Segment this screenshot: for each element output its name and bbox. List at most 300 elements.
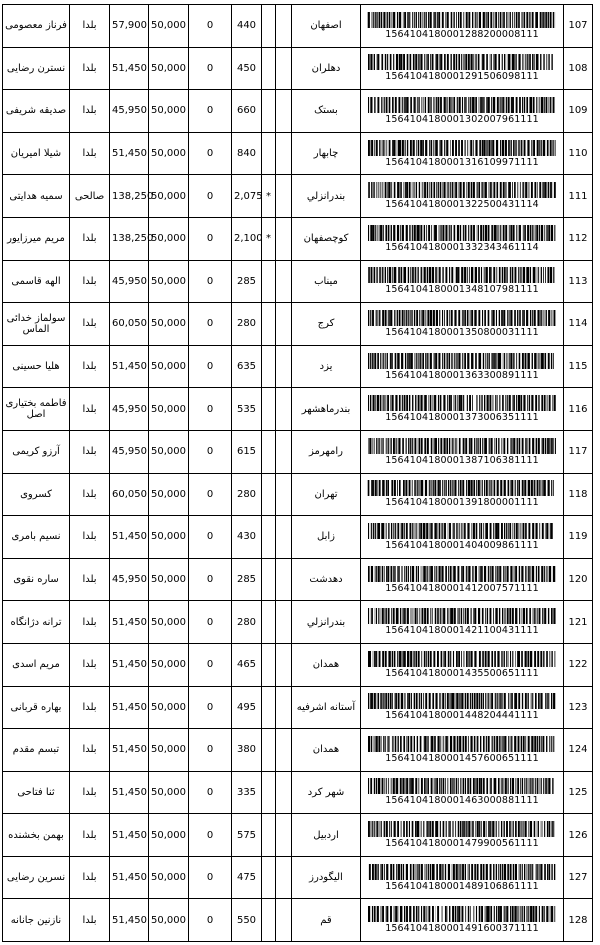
barcode-bar bbox=[434, 438, 435, 454]
barcode-bar bbox=[413, 140, 415, 156]
barcode-bar bbox=[420, 140, 422, 156]
barcode-bar bbox=[436, 821, 438, 837]
empty-cell bbox=[276, 5, 292, 48]
table-row bbox=[3, 5, 593, 48]
barcode-bar bbox=[550, 182, 551, 198]
barcode-bar bbox=[534, 821, 535, 837]
service-type: صالحی bbox=[70, 175, 110, 218]
barcode-bar bbox=[394, 821, 396, 837]
barcode-bar bbox=[526, 906, 527, 922]
barcode-bar bbox=[537, 182, 538, 198]
barcode-bar bbox=[512, 12, 513, 28]
barcode-bar bbox=[444, 310, 445, 326]
barcode-bar bbox=[472, 395, 473, 411]
tracking-code: 1564104180001387106381111 bbox=[385, 454, 539, 466]
barcode-bar bbox=[499, 310, 500, 326]
barcode-bar bbox=[374, 693, 376, 709]
barcode-bar bbox=[368, 12, 370, 28]
barcode-bar bbox=[457, 225, 459, 241]
barcode-bar bbox=[479, 353, 481, 369]
zero-value: 0 bbox=[189, 303, 232, 346]
barcode-bar bbox=[507, 864, 509, 880]
special-mark bbox=[262, 430, 276, 473]
barcode-bar bbox=[482, 651, 483, 667]
barcode-bar bbox=[538, 821, 539, 837]
barcode-bar bbox=[520, 778, 521, 794]
barcode-bar bbox=[385, 736, 386, 752]
barcode-bar bbox=[521, 140, 522, 156]
barcode-bar bbox=[550, 523, 551, 539]
barcode-bar bbox=[528, 864, 529, 880]
barcode-bar bbox=[387, 182, 388, 198]
barcode-bar bbox=[368, 267, 369, 283]
barcode-bar bbox=[443, 608, 445, 624]
barcode-bar bbox=[400, 225, 401, 241]
barcode-bar bbox=[549, 736, 550, 752]
barcode-bar bbox=[462, 821, 463, 837]
barcode-bar bbox=[515, 864, 517, 880]
barcode-bar bbox=[427, 778, 428, 794]
barcode-bar bbox=[475, 97, 477, 113]
barcode-bar bbox=[449, 225, 450, 241]
barcode-bar bbox=[495, 12, 497, 28]
barcode-bar bbox=[538, 353, 539, 369]
empty-cell bbox=[276, 345, 292, 388]
barcode-bar bbox=[439, 225, 440, 241]
barcode-bar bbox=[368, 438, 369, 454]
special-mark bbox=[262, 90, 276, 133]
barcode-bar bbox=[391, 353, 392, 369]
barcode-bar bbox=[524, 906, 525, 922]
barcode-bar bbox=[486, 54, 488, 70]
barcode-bar bbox=[374, 140, 375, 156]
barcode-bar bbox=[485, 693, 486, 709]
barcode-bar bbox=[390, 310, 392, 326]
barcode-bar bbox=[418, 225, 420, 241]
barcode-cell bbox=[361, 430, 564, 473]
barcode-bar bbox=[521, 651, 523, 667]
barcode-bar bbox=[528, 778, 529, 794]
barcode-bar bbox=[497, 182, 498, 198]
barcode-bar bbox=[525, 523, 527, 539]
barcode-bar bbox=[479, 651, 481, 667]
barcode-bar bbox=[369, 651, 371, 667]
barcode-bar bbox=[368, 480, 370, 496]
barcode-bar bbox=[460, 821, 462, 837]
special-mark bbox=[262, 899, 276, 942]
barcode-bar bbox=[472, 12, 473, 28]
barcode-bar bbox=[438, 395, 439, 411]
barcode-bar bbox=[528, 438, 529, 454]
barcode-bar bbox=[444, 395, 446, 411]
barcode-bar bbox=[518, 12, 520, 28]
barcode-bar bbox=[527, 651, 529, 667]
zero-value: 0 bbox=[189, 90, 232, 133]
recipient-name: نسرین رضایی bbox=[3, 856, 70, 899]
barcode-bar bbox=[545, 608, 546, 624]
barcode-bar bbox=[459, 182, 460, 198]
barcode-bar bbox=[462, 480, 464, 496]
barcode-bar bbox=[382, 906, 384, 922]
barcode-bar bbox=[447, 693, 449, 709]
tracking-code: 1564104180001412007571111 bbox=[385, 582, 539, 594]
barcode-bar bbox=[373, 438, 374, 454]
barcode-bar bbox=[506, 267, 507, 283]
barcode-bar bbox=[471, 54, 473, 70]
barcode-bar bbox=[548, 12, 549, 28]
barcode-bar bbox=[407, 54, 409, 70]
row-number: 107 bbox=[564, 5, 593, 48]
barcode-bar bbox=[418, 566, 419, 582]
barcode-bar bbox=[519, 353, 520, 369]
barcode-bar bbox=[505, 906, 506, 922]
barcode-bar bbox=[393, 54, 394, 70]
barcode-bar bbox=[372, 12, 373, 28]
barcode-bar bbox=[414, 225, 416, 241]
barcode-bar bbox=[471, 182, 472, 198]
barcode-bar bbox=[468, 864, 469, 880]
barcode-bar bbox=[499, 736, 500, 752]
barcode-bar bbox=[529, 54, 531, 70]
barcode-bar bbox=[383, 480, 385, 496]
base-amount: 50,000 bbox=[149, 47, 189, 90]
barcode-bar bbox=[464, 97, 465, 113]
barcode-bar bbox=[460, 864, 461, 880]
barcode-bar bbox=[426, 651, 427, 667]
barcode-bar bbox=[546, 97, 548, 113]
barcode-bar bbox=[510, 566, 512, 582]
barcode-bar bbox=[507, 395, 508, 411]
barcode-bar bbox=[408, 12, 409, 28]
barcode-bar bbox=[424, 12, 425, 28]
barcode-bar bbox=[427, 54, 429, 70]
table-row bbox=[3, 729, 593, 772]
barcode-bar bbox=[457, 267, 458, 283]
barcode-bar bbox=[429, 182, 430, 198]
barcode-bar bbox=[461, 395, 463, 411]
barcode-bar bbox=[472, 693, 473, 709]
row-number: 118 bbox=[564, 473, 593, 516]
barcode-bar bbox=[425, 736, 427, 752]
barcode-bar bbox=[470, 651, 472, 667]
barcode-bar bbox=[406, 480, 408, 496]
barcode-bar bbox=[403, 651, 404, 667]
barcode-bar bbox=[546, 906, 548, 922]
barcode-bar bbox=[516, 353, 517, 369]
table-row bbox=[3, 601, 593, 644]
barcode-bar bbox=[368, 353, 369, 369]
barcode-bar bbox=[450, 608, 451, 624]
barcode-bar bbox=[379, 480, 380, 496]
barcode-bar bbox=[439, 54, 440, 70]
barcode-bar bbox=[432, 267, 434, 283]
barcode-bar bbox=[473, 480, 475, 496]
recipient-name: نسیم بامری bbox=[3, 516, 70, 559]
barcode-bar bbox=[488, 310, 490, 326]
barcode-bar bbox=[499, 608, 500, 624]
barcode-bar bbox=[547, 864, 548, 880]
barcode-bar bbox=[414, 736, 415, 752]
barcode-bar bbox=[451, 693, 452, 709]
barcode-bar bbox=[541, 267, 542, 283]
empty-cell bbox=[276, 260, 292, 303]
barcode-bar bbox=[402, 523, 404, 539]
barcode-bar bbox=[524, 12, 526, 28]
barcode-bar bbox=[468, 906, 469, 922]
barcode-bar bbox=[386, 906, 387, 922]
barcode-bar bbox=[461, 608, 462, 624]
barcode-bar bbox=[433, 310, 435, 326]
weight-value: 280 bbox=[232, 473, 262, 516]
tracking-code: 1564104180001391800001111 bbox=[385, 497, 539, 509]
barcode-bar bbox=[385, 182, 386, 198]
barcode-bar bbox=[544, 906, 545, 922]
barcode-bar bbox=[481, 693, 482, 709]
barcode-bar bbox=[373, 12, 374, 28]
barcode-bar bbox=[375, 12, 376, 28]
barcode-bar bbox=[385, 54, 386, 70]
barcode-bar bbox=[448, 864, 450, 880]
row-number: 117 bbox=[564, 430, 593, 473]
table-row bbox=[3, 90, 593, 133]
service-type: بلدا bbox=[70, 558, 110, 601]
service-type: بلدا bbox=[70, 90, 110, 133]
barcode-bar bbox=[381, 821, 382, 837]
barcode-bar bbox=[448, 566, 449, 582]
weight-value: 285 bbox=[232, 260, 262, 303]
barcode-bar bbox=[397, 225, 399, 241]
barcode-cell bbox=[361, 856, 564, 899]
barcode-bar bbox=[535, 395, 537, 411]
barcode-bar bbox=[458, 12, 459, 28]
barcode-bar bbox=[392, 736, 393, 752]
barcode-bar bbox=[372, 140, 374, 156]
barcode-bar bbox=[431, 438, 433, 454]
barcode-bar bbox=[415, 267, 416, 283]
barcode-bar bbox=[446, 140, 447, 156]
barcode-bar bbox=[380, 267, 381, 283]
barcode-bar bbox=[409, 395, 410, 411]
barcode-bar bbox=[388, 225, 390, 241]
barcode-bar bbox=[431, 778, 433, 794]
barcode-bar bbox=[454, 310, 456, 326]
barcode-bar bbox=[538, 566, 540, 582]
special-mark bbox=[262, 601, 276, 644]
barcode-bar bbox=[430, 651, 432, 667]
barcode-graphic bbox=[368, 864, 556, 880]
barcode-bar bbox=[439, 353, 441, 369]
barcode-bar bbox=[392, 12, 393, 28]
barcode-bar bbox=[527, 353, 528, 369]
special-mark bbox=[262, 516, 276, 559]
barcode-bar bbox=[480, 438, 481, 454]
barcode-bar bbox=[401, 821, 402, 837]
barcode-cell bbox=[361, 601, 564, 644]
barcode-bar bbox=[509, 54, 511, 70]
barcode-bar bbox=[540, 651, 542, 667]
barcode-bar bbox=[511, 140, 512, 156]
barcode-bar bbox=[380, 395, 381, 411]
barcode-bar bbox=[491, 97, 492, 113]
barcode-bar bbox=[374, 906, 376, 922]
barcode-bar bbox=[416, 693, 418, 709]
barcode-bar bbox=[493, 608, 494, 624]
barcode-bar bbox=[386, 821, 388, 837]
barcode-bar bbox=[371, 566, 373, 582]
barcode-bar bbox=[463, 608, 464, 624]
barcode-bar bbox=[500, 693, 501, 709]
barcode-bar bbox=[475, 12, 476, 28]
barcode-bar bbox=[479, 906, 481, 922]
barcode-bar bbox=[537, 651, 539, 667]
barcode-bar bbox=[421, 778, 423, 794]
barcode-bar bbox=[510, 693, 511, 709]
barcode-bar bbox=[380, 182, 381, 198]
tracking-code: 1564104180001322500431114 bbox=[385, 199, 539, 211]
barcode-bar bbox=[473, 821, 474, 837]
barcode-bar bbox=[476, 480, 477, 496]
barcode-cell bbox=[361, 345, 564, 388]
barcode-bar bbox=[479, 778, 480, 794]
destination-city: کوچصفهان bbox=[292, 217, 361, 260]
barcode-bar bbox=[458, 140, 460, 156]
barcode-bar bbox=[430, 54, 431, 70]
barcode-bar bbox=[463, 523, 464, 539]
barcode-bar bbox=[447, 182, 448, 198]
barcode-bar bbox=[422, 566, 423, 582]
barcode-bar bbox=[529, 182, 530, 198]
barcode-bar bbox=[521, 736, 523, 752]
zero-value: 0 bbox=[189, 5, 232, 48]
barcode-bar bbox=[468, 54, 470, 70]
barcode-bar bbox=[488, 693, 489, 709]
barcode-bar bbox=[412, 480, 413, 496]
barcode-bar bbox=[390, 693, 392, 709]
barcode-bar bbox=[543, 12, 544, 28]
barcode-bar bbox=[465, 693, 466, 709]
barcode-bar bbox=[445, 566, 447, 582]
barcode-bar bbox=[416, 310, 417, 326]
barcode-bar bbox=[406, 906, 408, 922]
barcode-bar bbox=[406, 778, 407, 794]
empty-cell bbox=[276, 856, 292, 899]
barcode-bar bbox=[493, 821, 495, 837]
barcode-bar bbox=[475, 310, 477, 326]
barcode-bar bbox=[466, 12, 468, 28]
barcode-bar bbox=[551, 651, 552, 667]
barcode-bar bbox=[532, 736, 534, 752]
barcode-bar bbox=[411, 693, 412, 709]
table-row bbox=[3, 899, 593, 942]
tracking-code: 1564104180001332343461114 bbox=[385, 241, 539, 253]
barcode-bar bbox=[455, 821, 456, 837]
barcode-bar bbox=[546, 778, 547, 794]
barcode-bar bbox=[530, 906, 532, 922]
barcode-bar bbox=[490, 693, 491, 709]
destination-city: دهلران bbox=[292, 47, 361, 90]
barcode-bar bbox=[368, 693, 369, 709]
barcode-bar bbox=[400, 12, 402, 28]
barcode-bar bbox=[424, 267, 425, 283]
barcode-bar bbox=[466, 651, 468, 667]
barcode-bar bbox=[440, 225, 441, 241]
destination-city: چابهار bbox=[292, 132, 361, 175]
barcode-bar bbox=[525, 54, 526, 70]
barcode-bar bbox=[520, 267, 521, 283]
barcode-bar bbox=[469, 438, 470, 454]
barcode-bar bbox=[376, 651, 377, 667]
barcode-bar bbox=[540, 54, 541, 70]
special-mark bbox=[262, 303, 276, 346]
barcode-bar bbox=[444, 480, 445, 496]
barcode-bar bbox=[505, 140, 507, 156]
barcode-bar bbox=[395, 906, 397, 922]
barcode-bar bbox=[490, 523, 492, 539]
barcode-bar bbox=[515, 778, 516, 794]
barcode-bar bbox=[368, 97, 369, 113]
service-type: بلدا bbox=[70, 217, 110, 260]
barcode-bar bbox=[384, 97, 385, 113]
tracking-code: 1564104180001457600651111 bbox=[385, 752, 539, 764]
barcode-bar bbox=[516, 97, 518, 113]
barcode-bar bbox=[487, 395, 489, 411]
empty-cell bbox=[276, 516, 292, 559]
barcode-bar bbox=[550, 438, 551, 454]
barcode-cell bbox=[361, 260, 564, 303]
barcode-bar bbox=[381, 906, 382, 922]
barcode-bar bbox=[519, 438, 521, 454]
barcode-bar bbox=[543, 651, 544, 667]
barcode-bar bbox=[494, 225, 496, 241]
barcode-bar bbox=[396, 608, 398, 624]
row-number: 112 bbox=[564, 217, 593, 260]
barcode-bar bbox=[378, 778, 380, 794]
barcode-bar bbox=[428, 906, 429, 922]
service-type: بلدا bbox=[70, 47, 110, 90]
total-amount: 45,950 bbox=[110, 558, 149, 601]
barcode-bar bbox=[402, 778, 404, 794]
barcode-bar bbox=[543, 140, 545, 156]
barcode-bar bbox=[532, 693, 533, 709]
barcode-bar bbox=[435, 821, 436, 837]
barcode-bar bbox=[406, 310, 407, 326]
barcode-bar bbox=[382, 267, 383, 283]
barcode-bar bbox=[426, 225, 427, 241]
barcode-bar bbox=[509, 182, 511, 198]
barcode-bar bbox=[376, 608, 377, 624]
barcode-bar bbox=[497, 480, 499, 496]
barcode-bar bbox=[511, 97, 512, 113]
barcode-bar bbox=[506, 97, 507, 113]
barcode-bar bbox=[418, 97, 419, 113]
barcode-bar bbox=[541, 566, 543, 582]
base-amount: 50,000 bbox=[149, 5, 189, 48]
barcode-bar bbox=[552, 438, 553, 454]
barcode-bar bbox=[479, 140, 481, 156]
barcode-bar bbox=[415, 353, 416, 369]
barcode-bar bbox=[408, 310, 409, 326]
barcode-bar bbox=[470, 778, 472, 794]
barcode-bar bbox=[375, 395, 376, 411]
barcode-bar bbox=[436, 566, 437, 582]
barcode-bar bbox=[518, 736, 520, 752]
barcode-bar bbox=[381, 736, 382, 752]
weight-value: 575 bbox=[232, 814, 262, 857]
barcode-bar bbox=[389, 821, 390, 837]
barcode-bar bbox=[384, 778, 385, 794]
barcode-bar bbox=[467, 310, 469, 326]
row-number: 121 bbox=[564, 601, 593, 644]
